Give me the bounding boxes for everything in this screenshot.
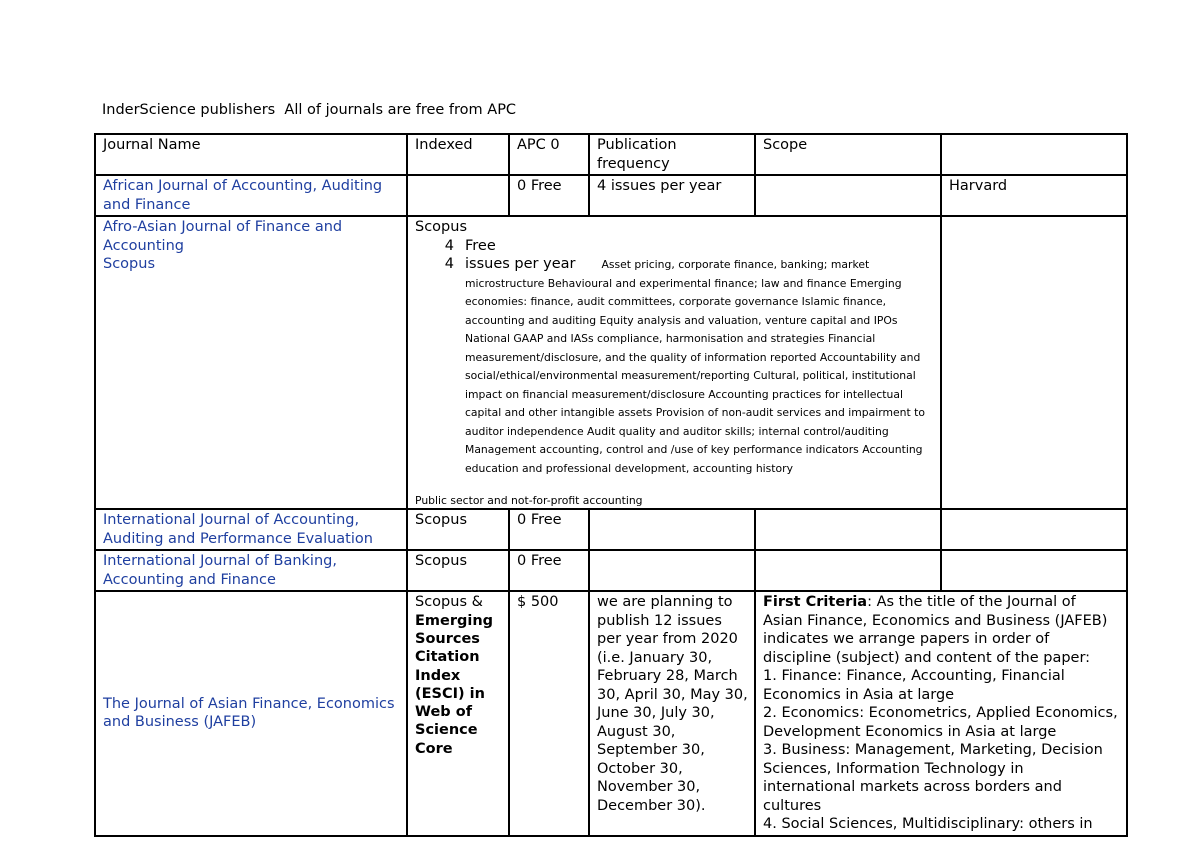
list-number: 4 [444, 256, 454, 272]
list-item [415, 237, 933, 256]
extra-cell [941, 216, 1127, 509]
header-journal-name: Journal Name [95, 134, 407, 175]
indexed-cell: Scopus [407, 550, 509, 591]
indexed-cell: Scopus [407, 509, 509, 550]
extra-cell [941, 509, 1127, 550]
list-text: Free [465, 237, 496, 254]
header-indexed: Indexed [407, 134, 509, 175]
table-row [95, 509, 1127, 550]
indexed-cell [407, 591, 509, 836]
frequency-cell: we are planning to publish 12 issues per year from 2020 (i.e. January 30, February 28, March 30, April 30, May 30, June 30, July 30, August 30, September 30, October 30, November 30, December 30). [589, 591, 755, 836]
scope-tail: Public sector and not-for-profit accounting [415, 494, 643, 507]
table-header-row [95, 134, 1127, 175]
apc-cell: 0 Free [509, 550, 589, 591]
header-extra [941, 134, 1127, 175]
scope-cell [755, 509, 941, 550]
frequency-cell: 4 issues per year [589, 175, 755, 216]
indexed-plain: Scopus & [415, 594, 483, 611]
list-text: issues per year [465, 256, 576, 272]
scope-intro: : As the title of the Journal of Asian Finance, Economics and Business (JAFEB) indicates we arrange papers in order of discipline (subject) and content of the paper: [763, 594, 1108, 666]
journal-name: International Journal of Banking, Accounting and Finance [95, 550, 407, 591]
scope-item: 4. Social Sciences, Multidisciplinary: others in [763, 816, 1093, 833]
indexed-text: Scopus [415, 219, 467, 235]
journal-name: International Journal of Accounting, Auditing and Performance Evaluation [95, 509, 407, 550]
table-row [95, 550, 1127, 591]
document-heading: InderScience publishers All of journals are free from APC [102, 102, 517, 118]
journal-index-note: Scopus [103, 256, 155, 272]
list-item [415, 255, 933, 477]
scope-cell [755, 550, 941, 591]
journal-name-cell [95, 216, 407, 509]
journal-table [94, 133, 1128, 837]
journal-name: African Journal of Accounting, Auditing and Finance [95, 175, 407, 216]
scope-intro-block [763, 593, 1118, 667]
frequency-cell [589, 550, 755, 591]
frequency-cell [589, 509, 755, 550]
extra-cell [941, 550, 1127, 591]
header-publication-frequency: Publication frequency [589, 134, 755, 175]
scope-item: 3. Business: Management, Marketing, Decision Sciences, Information Technology in international markets across borders and cultures [763, 742, 1103, 814]
indexed-cell [407, 175, 509, 216]
journal-name: Afro-Asian Journal of Finance and Accounting [103, 219, 343, 254]
list-number: 4 [444, 237, 454, 254]
table-row [95, 216, 1127, 509]
indexed-esci: Emerging Sources Citation Index (ESCI) in Web of Science Core [415, 612, 494, 757]
scope-item: 1. Finance: Finance, Accounting, Financial Economics in Asia at large [763, 668, 1065, 703]
extra-cell: Harvard [941, 175, 1127, 216]
merged-details-cell [407, 216, 941, 509]
table-row [95, 591, 1127, 836]
scope-cell [755, 175, 941, 216]
apc-cell: 0 Free [509, 509, 589, 550]
scope-text: Asset pricing, corporate finance, banking; market microstructure Behavioural and experimental finance; law and finance Emerging economies: finance, audit committees, corporate governance Islamic finance, accounting and auditing Equity analysis and valuation, venture capital and IPOs National GAAP and IASs compliance, harmonisation and strategies Financial measurement/disclosure, and the quality of information reported Accountability and social/ethical/environmental measurement/reporting Cultural, political, institutional impact on financial measurement/disclosure Accounting practices for intellectual capital and other intangible assets Provision of non-audit services and impairment to auditor independence Audit quality and auditor skills; internal control/auditing Management accounting, control and /use of key performance indicators Accounting education and professional development, accounting history [465, 258, 925, 475]
journal-name: The Journal of Asian Finance, Economics and Business (JAFEB) [95, 591, 407, 836]
apc-cell: $ 500 [509, 591, 589, 836]
apc-cell: 0 Free [509, 175, 589, 216]
scope-lead: First Criteria [763, 594, 868, 611]
scope-cell [755, 591, 1127, 836]
header-scope: Scope [755, 134, 941, 175]
scope-item: 2. Economics: Econometrics, Applied Economics, Development Economics in Asia at large [763, 705, 1118, 740]
table-row [95, 175, 1127, 216]
header-apc: APC 0 [509, 134, 589, 175]
